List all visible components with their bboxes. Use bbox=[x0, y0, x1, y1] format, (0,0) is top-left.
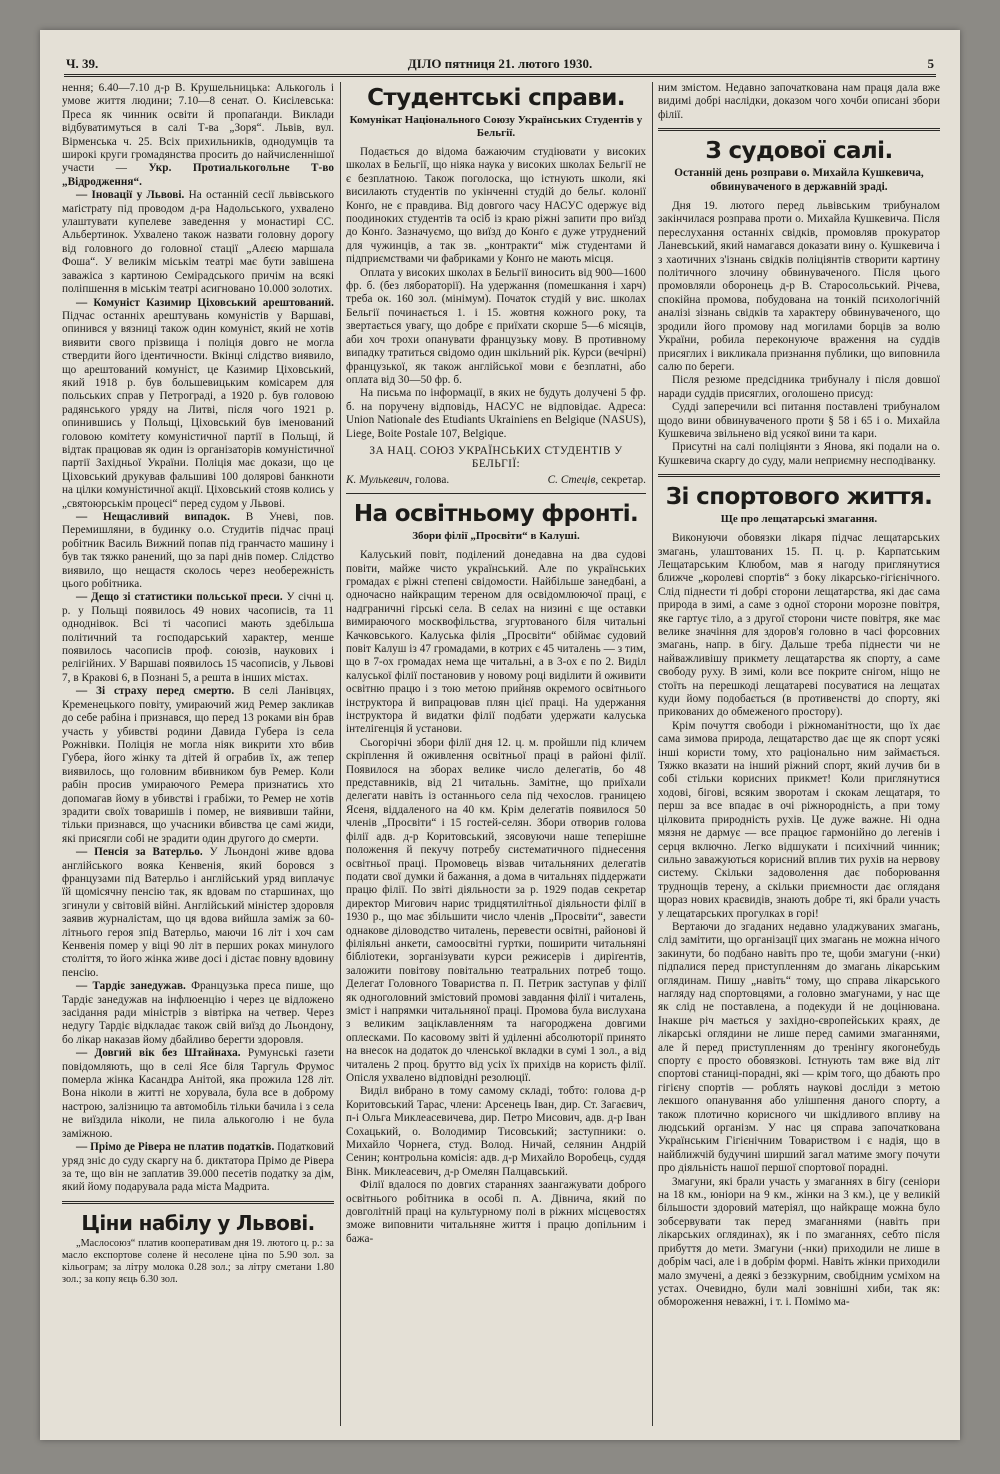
article-paragraph: Виконуючи обовязки лікаря підчас лещатарських змагань, улаштованих 15. П. ц. р. Карпатським Лещатарським Клюбом, мав я нагоду приглянутися ближче „королеві спортів“ з боку лікарсько-гігієнічного. Слід піднести ті добрі сторони лещатарства, які дає сама природа в зимі, а саме з одної сторони морозне повітря, яке гартує тіло, а з другої сторони чисте повітря, яке має велике значіння для здоров'я головно в часі форсовних змагань, напр. в бігу. Дальше треба піднести чи не найважливішу прикмету лещатарства як спорту, а саме свободу руху. В зимі, коли все покрите снігом, ніщо не стоїть на перешкоді лещатареві посуватися на лещатах куди йому подобається (в противенстві до спорту, які прикованих до обмеженого простору). bbox=[658, 532, 940, 719]
sport-subheadline: Ще про лещатарські змагання. bbox=[720, 513, 878, 526]
news-item: — Довгий вік без Штайнаха. Румунські ґазети повідомляють, що в селі Ясе біля Таргуль Фрумос померла жінка Касандра Анітой, яка прожила 128 літ. Вона ніколи в житті не хорувала, була все в доброму настрою, залізницю та автомобіль тільки бачила і з села не виїздила ніколи, не пила алькоголю і не була заміжною. bbox=[62, 1047, 334, 1140]
news-item: — Комуніст Казимир Ціховський арештований. Підчас останніх арештувань комуністів у Варшаві, опинився у вязниці також один комуніст, який не хотів виявити свого прізвища і поліція довго не могла ствердити його ідентичности. Вкінці слідство виявило, що арештований комуніст, це Казимир Ціховський, який 1918 р. був большевицьким комісарем для польських справ у Петрограді, а 1920 р. був головою радянського уряду на Литві, після чого 1921 р. опинившись у Польщі, Ціховський був іменований головою комітету комуністичної партії в Польщі, й відтак працював як один із організаторів комуністичної партії Західньої України. Поліція має докази, що це Ціховський друкував фальшиві 100 долярові банкноти на цілки комуністичної акції. Ціховський стояв колись у „святоюрськім процесі“ перед судом у Львові. bbox=[62, 296, 334, 510]
signature-names bbox=[346, 474, 646, 487]
article-continuation: ним змістом. Недавно започаткована нам праця дала вже видимі добрі наслідки, доказом чого хочби описані збори філії. bbox=[658, 82, 940, 121]
education-headline: На освітньому фронті. bbox=[353, 501, 639, 528]
court-headline: З судової салі. bbox=[705, 138, 893, 165]
news-item: — Тардіє занедужав. Французька преса пише, що Тардіє занедужав на інфлюенцію і через це відложено засідання ради міністрів з вівтірка на четвер. Через недугу Тардіє відкладає також свій виїзд до Льондону, бо лікар наказав йому дбайливо берегти здоровля. bbox=[62, 980, 334, 1046]
signature-organization: ЗА НАЦ. СОЮЗ УКРАЇНСЬКИХ СТУДЕНТІВ У БЕЛЬГІЇ: bbox=[369, 444, 623, 471]
intro-signature: Укр. Протиалькогольне Т-во „Відродження“. bbox=[62, 162, 334, 188]
education-subheadline: Збори філії „Просвіти“ в Калуші. bbox=[412, 530, 580, 543]
article-paragraph: Філії вдалося по довгих стараннях заангажувати доброго освітнього робітника в особі п. А. Дівнича, який по довголітній праці на культурному полі в ріжних місцевостях зможе виповнити читальняне життя і працю допільним і бажа- bbox=[346, 1179, 646, 1245]
article-paragraph: Подається до відома бажаючим студіювати у високих школах в Бельгії, що ніяка наука у високих школах Бельгії не є безплатною. Також поголоска, що істнують школи, які висилають студентів по укінченні студій до бельґ. колонії Конґо, не є правдива. Від довгого часу НАСУС одержує від поодиноких студентів та осіб із краю ріжні запити про виїзд до Конґо. Зазначуємо, що виїзд до Конґо є дуже утруднений для чужинців, а так зв. „контракти“ між студентами й підприємствами чи фабриками у Конґо не мають місця. bbox=[346, 146, 646, 266]
prices-headline: Ціни набілу у Львові. bbox=[81, 1210, 315, 1235]
article-paragraph: Вертаючи до згаданих недавно уладжуваних змагань, слід замітити, що організації цих змагань не можна нічого закинути, бо подбано навіть про те, щоби змагуни (-нки) підпалися перед приступленням до змагань лікарським оглядинам. Пишу „навіть“ тому, що справа лікарського нагляду над спортовцями, а головно змагунами, у нас ще як слід не поставлена, а подекуди й не доцінювана. Інакше річ мається у західно-європейських краях, де лікарські оглядини не лише перед самими змаганнями, але й перед приступленням до тренінгу якогонебудь спорту є просто обовязкові. Істнують там вже від літ спортові станиці-порадні, які — крім того, що дбають про гігієну спортів — роблять наукові досліди з метою лекшого опанування або улішпення даного спорту, а також плотично корисного чи шкідливого впливу на людський організм. У нас ця справа започаткована Українським Гігієнічним Товариством і є надія, що в найближчій будучині ширший загал матиме змогу почути про діяльність нашої першої спортової порадні. bbox=[658, 920, 940, 1175]
article-paragraph: Сьогорічні збори філії дня 12. ц. м. пройшли під кличем скріплення й оживлення освітньої праці в районі філії. Появилося на зборах велике число делегатів, бо 48 представників, від 21 читальнь. Замітне, що приїхали делегати навіть із останнього села під чехослов. границею Ясеня, віддаленого на 40 км. Крім делегатів появилося 50 членів „Просвіти“ і 15 гостей-селян. Збори отворив голова філії адв. д-р Коритовський, зясовуючи наше теперішне положення й пекучу потребу систематичного піднесення освітньої праці. Промовець візвав читальняних делегатів подати свої думки й бажання, а дома в читальнях піддержати працю філії. По звіті діяльности за р. 1929 подав секретар директор Мигович нарис тридцятилітньої діяльности філії в 1930 р., що має збільшити число членів „Просвіти“, завести однакове діловодство читалень, перевести освітні, районові й філіяльні анкети, самоосвітні гуртки, поширити читальняні бібліотеки, зорганізувати курси режисерів і диріґентів, заложити повітову повітальню театральних потреб тощо. Делегат Головного Товариства п. П. Петрик заступав у філії як одноголовний змістовий промові завдання філії і читалень, зміст і напрямки читальняної праці. Промова була вислухана з великим заціклавленням та нагороджена довгими оплесками. По касовому звіті й уділенні абсолюторії принято на внесок на додаток до членської вкладки в сумі 1 зол., а від читалень 2 проц. брутто від усіх їх прихідв на користь філії. Опісля ухвалено відповідні резолюції. bbox=[346, 736, 646, 1084]
students-headline: Студентські справи. bbox=[367, 85, 625, 111]
column-2 bbox=[346, 82, 646, 1426]
issue-number: Ч. 39. bbox=[66, 56, 99, 71]
news-item: — Зі страху перед смертю. В селі Ланівцях, Кременецького повіту, умираючий жид Ремер закликав до себе рабіна і признався, що перед 13 роками він брав участь у убивстві родини Давида Губера із села Рожнівки. Поліція не могла ніяк викрити хто вбив Губера, його жінку та дітей й ограбив їх, аж тепер виявилось, що головним вбивником був Ремер. Коли рабін просив умираючого Ремера признатись хто допомагав йому в убивстві і грабіжи, то Ремер не хотів зрадити своїх товаришів і помер, не виявивши тайни, тільки признався, що учасники вбивства це самі жиди, які присягли собі не зрадити один другого до смерти. bbox=[62, 685, 334, 845]
column-3 bbox=[658, 82, 940, 1426]
section-divider bbox=[62, 1201, 334, 1204]
article-paragraph: Оплата у високих школах в Бельгії виносить від 900—1600 фр. б. (без лябораторії). На удержання (помешкання і харч) треба ок. 160 зол. (мінімум). Початок студій у вис. школах Бельгії починається 1. і 15. жовтня кожного року, та звертається увагу, що добре є приїхати скорше 5—6 місяців, аби хоч трохи опанувати французьку мову. В противному випадку тратиться свідомо один шкільний рік. Курси (вечірні) французької, як також англійської мови є безплатні, або оплата від 30—50 фр. б. bbox=[346, 266, 646, 386]
news-item: — Прімо де Рівера не платив податків. Податковий уряд зніс до суду скаргу на б. диктатора Прімо де Рівера за те, що він не заплатив 39.000 песетів податку за дім, який йому подарувала рада міста Мадрита. bbox=[62, 1141, 334, 1194]
news-items bbox=[62, 189, 334, 1194]
newspaper-page bbox=[40, 30, 960, 1440]
section-divider bbox=[658, 128, 940, 131]
section-divider bbox=[658, 474, 940, 477]
section-divider bbox=[346, 493, 646, 494]
column-rule bbox=[652, 82, 653, 1426]
article-paragraph: Калуський повіт, поділений донедавна на два судові повіти, майже чисто український. Але по українських громадах є ріжні степені свідомости. Найбільше занедбані, а одночасно найкращим тереном для освідомлюючої праці, є надграничні гірські села. В селах на низині є ще оставки вимираючого москвофільства, згуртованого біля читальні Качковського. Калуська філія „Просвіти“ обіймає судовий повіт Калуш із 47 громадами, в котрих є 45 читалень — з тим, що в 7-ох громадах нема ще читальні, а в 3-ох є по 2. Виділ калуської філії постановив у новому році виділити й оживити освітню працю і з тою метою прийняв окремого освітнього інструктора й випрацював плян цієї праці. На удержання інструктора й видатки філії подбати удержати калуська інтелігенція й установи. bbox=[346, 549, 646, 736]
page-header bbox=[64, 52, 936, 77]
column-rule bbox=[340, 82, 341, 1426]
prices-text: „Маслосоюз“ платив кооперативам дня 19. лютого ц. р.: за масло експортове солене й несолене ціна по 5.90 зол. за кільограм; за літру молока 0.28 зол.; за літру сметани 1.80 зол.; за копу яєць 6.30 зол. bbox=[62, 1237, 334, 1286]
news-item: — Пенсія за Ватерльо. У Льондоні живе вдова англійського вояка Кенвенія, який боровся з французами під Ватерльо і англійський уряд виплачує їй щомісячну пенсію так, як вдовам по старшинах, що згинули у світовій війні. Англійський міністер здоровля заявив журналістам, що ця вдова вийшла заміж за 60-літнього героя зпід Ватерльо, маючи 16 літ і хоч сам Кенвенія помер у віці 90 літ в перших роках минулого століття, то його жінка живе досі і дістає повну вдовину пенсію. bbox=[62, 846, 334, 979]
article-paragraph: Крім почуття свободи і ріжноманітности, що їх дає сама зимова природа, лещатарство дає ще як спорт усякі інші користи тому, хто раціонально ним займається. Тяжко вказати на інший ріжний спорт, який лучив би в собі стільки корисних прикмет! Коли приглянутися ходові, бігові, всяким зворотам і скокам лещатаря, то перш за все впадає в очі ріжнородність, а при тому цілковита природність рухів. Це дуже важне. Ні одна мязня не дармує — все працює гармонійно до легенів і серця включно. Легко відшукати і психічний чинник; сильно заважуються корисний вплив тих рухів на нервову систему. Скільки задоволення дає поборювання труднощів терену, а скільки приємности дає огляданя щораз нових краєвидів, знають добре ті, які брали участь у лещатарських прогулках в горі! bbox=[658, 719, 940, 920]
news-item: — Іновації у Львові. На останній сесії львівського маґістрату під проводом д-ра Надольського, ухвалено улаштувати купелеве заведення у монастирі СС. Альбертинок. Ухвалено також назвати головну дорогу від головного до головної стації „Алеєю маршала Фоша“. У великім міськім театрі має бути завішена заважіса з картиною Семірадського причім на всякі поліпшення в міськім театрі асигновано 10.000 золотих. bbox=[62, 189, 334, 296]
article-paragraph: Присутні на салі поліціянти з Янова, які подали на о. Кушкевича скаргу до суду, мали неприємну несподіванку. bbox=[658, 441, 940, 467]
article-paragraph: Змагуни, які брали участь у змаганнях в бігу (сеніори на 18 км., юніори на 9 км., жінки на 3 км.), це у великій більшости здоровий матеріял, що найкраще можна було зобсервувати так перед змаганнями (навіть при лікарських оглядинах), як і по змаганнях, себто після прибуття до мети. Змагуни (-нки) приходили не лише в добрім часі, але і в добрім формі. Навіть жінки приходили мало змучені, а деякі з беззкурним, свобідним усміхом на устах. Очевидно, були малі зовнішні хиби, так як: обмороження неважні, і т. і. Помімо ма- bbox=[658, 1175, 940, 1309]
article-continuation: нення; 6.40—7.10 д-р В. Крушельницька: Алькоголь і умове життя людини; 7.10—8 сенат. О. Кисілевська: Преса як чинник освіти й пропаґанди. Виклади відбуватимуться в салі Т-ва „Зоря“. Львів, вул. Вірменська ч. 25. Всіх прихильників, однодумців та широкі круги громадянства просить до найчисленнішої участи — Укр. Протиалькогольне Т-во „Відродження“. bbox=[62, 82, 334, 188]
article-paragraph: На письма по інформації, в яких не будуть долучені 5 фр. б. на поручену відповідь, НАСУС не відповідає. Адреса: Union Nationale des Etudiants Ukrainiens en Belgique (NASUS), Liege, Boite Postale 107, Belgique. bbox=[346, 387, 646, 440]
page-number: 5 bbox=[927, 56, 934, 71]
column-1 bbox=[62, 82, 334, 1426]
signature-left: К. Мулькевич, голова. bbox=[346, 473, 450, 486]
article-paragraph: Дня 19. лютого перед львівським трибуналом закінчилася розправа проти о. Михайла Кушкевича. Після переслухання останніх свідків, промовляв прокуратор Ланевський, який намагався доказати вину о. Кушкевича і з хаотичних з'ізнань свідків поліціянтів створити картину політичного злочину обвинуваченого. Після цього промовляли оборонець д-р В. Старосольський. Річева, спокійна промова, побудована на тонкій психологічній аналізі зізнань свідків та характеру обвинуваченого, що зродили його промову над могилами борців за волю України, робила переконуюче враження на суддів присяглих і викликала признання публики, що виповнила салю по береги. bbox=[658, 200, 940, 373]
students-subheadline: Комунікат Національного Союзу Українських Студентів у Бельгії. bbox=[349, 114, 643, 139]
masthead-date: ДІЛО пятниця 21. лютого 1930. bbox=[407, 56, 593, 71]
article-paragraph: Виділ вибрано в тому самому складі, тобто: голова д-р Коритовський Тарас, члени: Арсенець Іван, дир. Ст. Загаєвич, п-і Ольга Миклеасевичева, дир. Петро Мисович, адв. д-р Іван Сохацький, о. Володимир Тисовський; заступники: о. Михайло Чорнега, студ. Волод. Ничай, селянин Андрій Сенин; контрольна комісія: адв. д-р Михайло Воробець, суддя Вінк. Миклеасевич, д-р Омелян Палцавський. bbox=[346, 1085, 646, 1178]
news-item: — Нещасливий випадок. В Уневі, пов. Перемишляни, в будинку о.о. Студитів підчас праці робітник Василь Вижний попав під гранчасто машину і був так тяжко ранений, що за парі днів помер. Слідство виявило, що нещастя сколось через необережність цього робітника. bbox=[62, 511, 334, 591]
news-item: — Дещо зі статистики польської преси. У січні ц. р. у Польщі появилось 49 нових часописів, та 11 одноднівок. Всі ті часописі мають здебільша політичний та господарський характер, менше появилось часописів проф. союзів, наукових і релігійних. У Варшаві появилось 15 часописів, у Львові 7, в Кракові 6, в Познані 5, а решта в інших містах. bbox=[62, 591, 334, 684]
article-paragraph: Після резюме предсідника трибуналу і після довшої наради суддів присяглих, оголошено присуд: bbox=[658, 374, 940, 400]
court-subheadline: Останній день розправи о. Михайла Кушкевича, обвинуваченого в державній зраді. bbox=[674, 167, 924, 193]
sport-headline: Зі спортового життя. bbox=[665, 484, 933, 511]
article-paragraph: Судді заперечили всі питання поставлені трибуналом щодо вини обвинуваченого проти § 58 і 65 і о. Михайла Кушкевича звільнено від усякої вини та кари. bbox=[658, 401, 940, 440]
signature-right: С. Стеців, секретар. bbox=[547, 473, 646, 486]
